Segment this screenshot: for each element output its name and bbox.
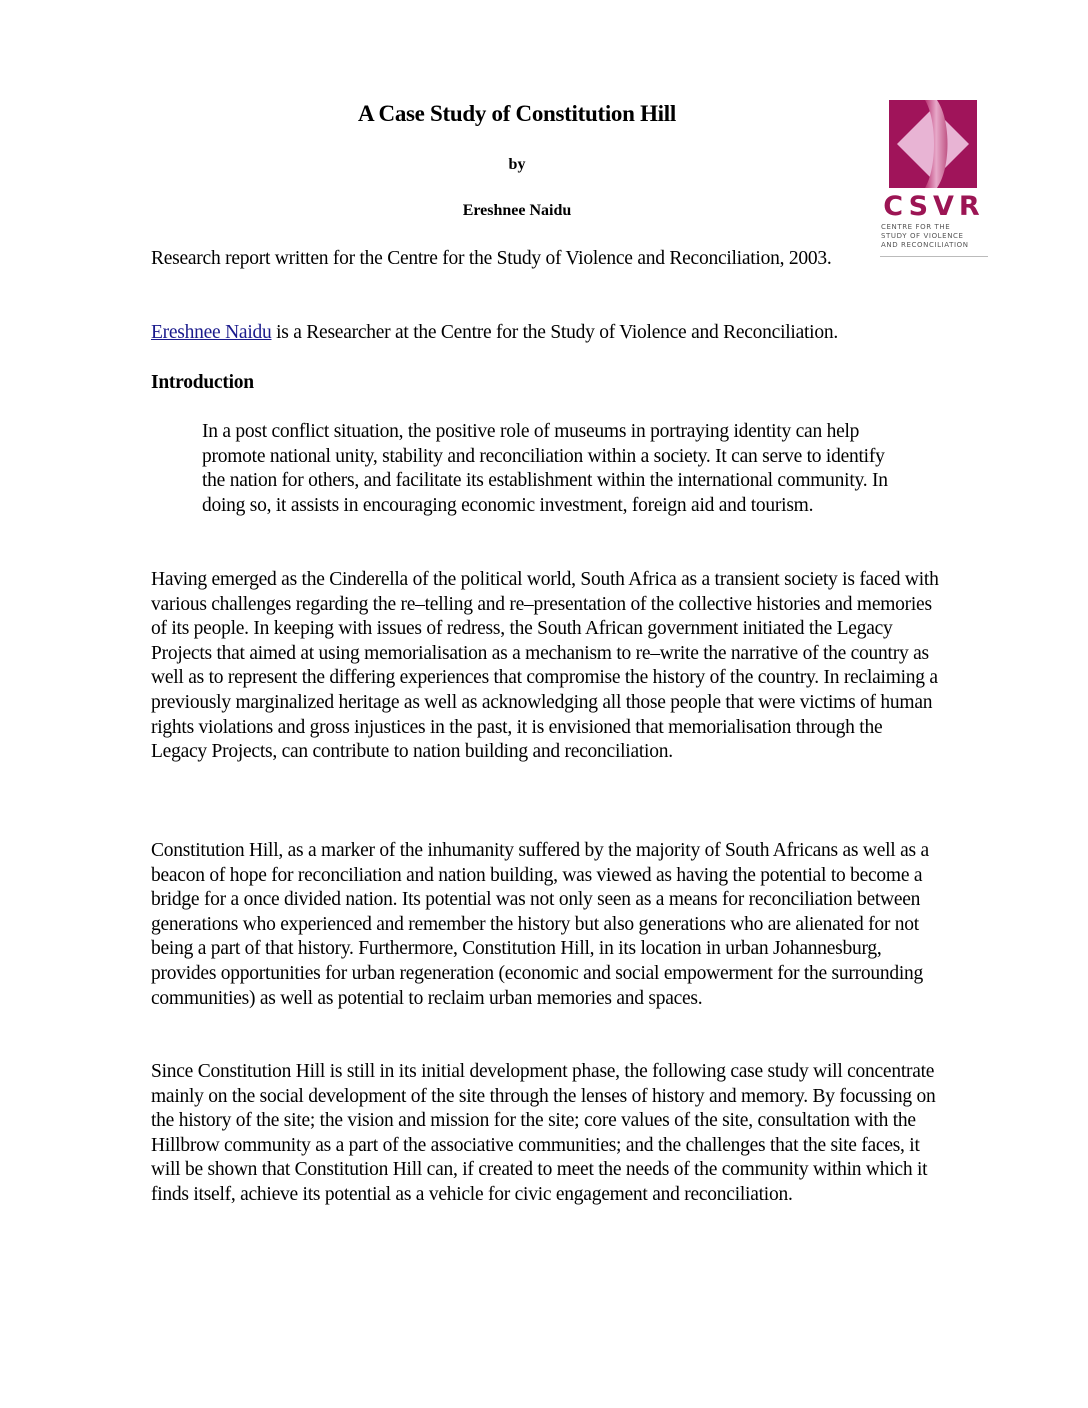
logo-line-3: AND RECONCILIATION xyxy=(881,241,969,249)
document-title: A Case Study of Constitution Hill xyxy=(358,101,676,126)
logo-divider xyxy=(880,256,988,257)
logo-line-2: STUDY OF VIOLENCE xyxy=(881,232,964,240)
paragraph-3: Since Constitution Hill is still in its initial development phase, the following case study will concentrate mainly on the social development of the site through the lenses of history and memory. By focussing on the history of the site; the vision and mission for the site; core values of the site, consultation with the Hillbrow community as a part of the associative communities; and the challenges that the site faces, it will be shown that Constitution Hill can, if created to meet the needs of the community within which it finds itself, achieve its potential as a vehicle for civic engagement and reconciliation. xyxy=(151,1061,936,1205)
block-quote: In a post conflict situation, the positive role of museums in portraying identity can help promote national unity, stability and reconciliation within a society. It can serve to identify the nation for others, and facilitate its establishment within the international community. In doing so, it assists in encouraging economic investment, foreign aid and tourism. xyxy=(202,421,888,516)
csvr-logo-letters: CSVR xyxy=(883,191,985,222)
csvr-logo-subtitle xyxy=(881,223,987,250)
paragraph-1: Having emerged as the Cinderella of the political world, South Africa as a transient society is faced with various challenges regarding the re–telling and re–presentation of the collective histories and memories of its people. In keeping with issues of redress, the South African government initiated the Legacy Projects that aimed at using memorialisation as a mechanism to re–write the narrative of the country as well as to represent the differing experiences that compromise the history of the country. In reclaiming a previously marginalized heritage as well as acknowledging all those people that were victims of human rights violations and gross injustices in the past, it is envisioned that memorialisation through the Legacy Projects, can contribute to nation building and reconciliation. xyxy=(151,569,939,763)
section-heading-introduction: Introduction xyxy=(151,372,254,393)
csvr-logo-emblem-icon xyxy=(889,100,977,188)
author-link[interactable]: Ereshnee Naidu xyxy=(151,322,272,343)
byline-by: by xyxy=(508,156,526,173)
paragraph-2: Constitution Hill, as a marker of the inhumanity suffered by the majority of South Africans as well as a beacon of hope for reconciliation and nation building, was viewed as having the potential to become a bridge for a once divided nation. Its potential was not only seen as a means for reconciliation between generations who experienced and remember the history but also generations who are alienated for not being a part of that history. Furthermore, Constitution Hill, in its location in urban Johannesburg, provides opportunities for urban regeneration (economic and social empowerment for the surrounding communities) as well as potential to reclaim urban memories and spaces. xyxy=(151,840,929,1009)
csvr-logo xyxy=(880,100,988,260)
logo-line-1: CENTRE FOR THE xyxy=(881,223,951,231)
author-bio xyxy=(151,321,951,346)
byline-author: Ereshnee Naidu xyxy=(462,202,572,219)
author-bio-text: is a Researcher at the Centre for the Study of Violence and Reconciliation. xyxy=(271,322,838,343)
report-note: Research report written for the Centre for the Study of Violence and Reconciliation, 2003. xyxy=(151,248,832,269)
